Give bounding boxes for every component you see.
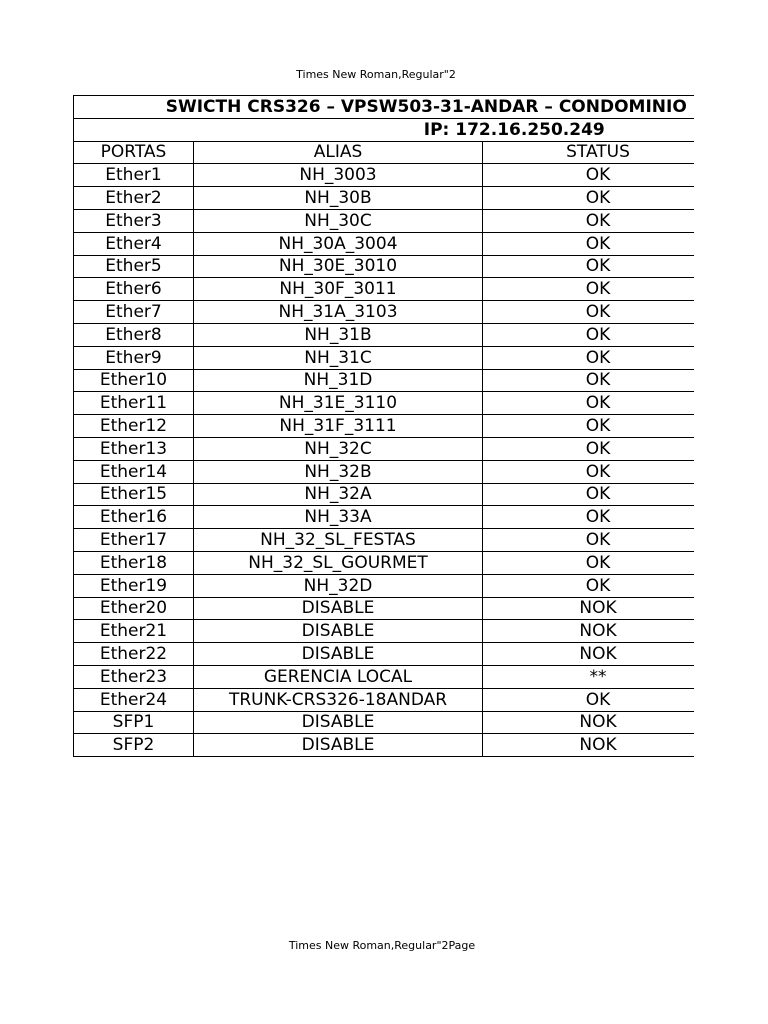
status-cell: OK [483,301,694,324]
alias-cell: NH_31E_3110 [194,392,483,415]
port-cell: Ether20 [74,597,194,620]
page-footer: Times New Roman,Regular"2Page [288,939,476,952]
status-cell: OK [483,529,694,552]
table-row [74,620,694,643]
alias-cell: NH_30F_3011 [194,278,483,301]
table-row [74,551,694,574]
status-cell: NOK [483,711,694,734]
alias-cell: NH_30C [194,209,483,232]
column-header-status: STATUS [483,141,694,164]
table-row [74,734,694,757]
port-cell: Ether8 [74,323,194,346]
port-cell: Ether9 [74,346,194,369]
status-cell: OK [483,209,694,232]
port-cell: Ether11 [74,392,194,415]
table-row [74,301,694,324]
table-row [74,688,694,711]
table-row [74,187,694,210]
status-cell: OK [483,483,694,506]
port-cell: Ether14 [74,460,194,483]
port-cell: Ether6 [74,278,194,301]
alias-cell: DISABLE [194,620,483,643]
alias-cell: NH_31A_3103 [194,301,483,324]
table-row [74,597,694,620]
port-cell: SFP2 [74,734,194,757]
status-cell: NOK [483,620,694,643]
port-cell: Ether19 [74,574,194,597]
alias-cell: NH_31F_3111 [194,415,483,438]
status-cell: OK [483,346,694,369]
table-row [74,255,694,278]
table-row [74,643,694,666]
status-cell: OK [483,460,694,483]
table-row [74,415,694,438]
table-row [74,346,694,369]
port-cell: Ether18 [74,551,194,574]
port-cell: Ether16 [74,506,194,529]
status-cell: NOK [483,597,694,620]
port-cell: Ether5 [74,255,194,278]
alias-cell: DISABLE [194,597,483,620]
status-cell: OK [483,437,694,460]
alias-cell: NH_32_SL_GOURMET [194,551,483,574]
alias-cell: DISABLE [194,711,483,734]
alias-cell: NH_31D [194,369,483,392]
port-cell: Ether1 [74,164,194,187]
table-row [74,278,694,301]
table-row [74,437,694,460]
status-cell: OK [483,415,694,438]
table-row [74,460,694,483]
status-cell: OK [483,255,694,278]
alias-cell: TRUNK-CRS326-18ANDAR [194,688,483,711]
status-cell: OK [483,392,694,415]
port-cell: Ether22 [74,643,194,666]
table-title: SWICTH CRS326 – VPSW503-31-ANDAR – CONDOMINIO [74,96,694,119]
alias-cell: DISABLE [194,734,483,757]
alias-cell: NH_30B [194,187,483,210]
table-row [74,164,694,187]
alias-cell: NH_33A [194,506,483,529]
column-header-row [74,141,694,164]
port-cell: Ether17 [74,529,194,552]
alias-cell: NH_32C [194,437,483,460]
status-cell: OK [483,551,694,574]
table-row [74,392,694,415]
port-cell: Ether13 [74,437,194,460]
alias-cell: DISABLE [194,643,483,666]
table-row [74,232,694,255]
title-row [74,96,694,119]
status-cell: OK [483,574,694,597]
status-cell: NOK [483,643,694,666]
table-row [74,574,694,597]
table-row [74,665,694,688]
port-cell: Ether21 [74,620,194,643]
alias-cell: NH_3003 [194,164,483,187]
status-cell: NOK [483,734,694,757]
port-cell: SFP1 [74,711,194,734]
status-cell: OK [483,278,694,301]
alias-cell: NH_31C [194,346,483,369]
alias-cell: NH_32A [194,483,483,506]
table-row [74,529,694,552]
port-cell: Ether24 [74,688,194,711]
port-cell: Ether3 [74,209,194,232]
ip-address: IP: 172.16.250.249 [74,118,694,141]
alias-cell: NH_32D [194,574,483,597]
table-row [74,369,694,392]
port-cell: Ether12 [74,415,194,438]
table-row [74,711,694,734]
status-cell: OK [483,232,694,255]
port-cell: Ether15 [74,483,194,506]
table-row [74,323,694,346]
alias-cell: NH_30E_3010 [194,255,483,278]
page-header: Times New Roman,Regular"2 [296,68,456,81]
alias-cell: NH_30A_3004 [194,232,483,255]
port-cell: Ether2 [74,187,194,210]
status-cell: OK [483,164,694,187]
port-cell: Ether4 [74,232,194,255]
table-row [74,209,694,232]
port-cell: Ether23 [74,665,194,688]
status-cell: OK [483,323,694,346]
alias-cell: NH_32B [194,460,483,483]
ip-row [74,118,694,141]
status-cell: ** [483,665,694,688]
alias-cell: GERENCIA LOCAL [194,665,483,688]
table-row [74,506,694,529]
column-header-portas: PORTAS [74,141,194,164]
status-cell: OK [483,506,694,529]
ports-table [73,95,694,757]
table-row [74,483,694,506]
status-cell: OK [483,187,694,210]
alias-cell: NH_31B [194,323,483,346]
alias-cell: NH_32_SL_FESTAS [194,529,483,552]
sheet-area [73,95,687,758]
port-cell: Ether7 [74,301,194,324]
column-header-alias: ALIAS [194,141,483,164]
status-cell: OK [483,688,694,711]
port-cell: Ether10 [74,369,194,392]
status-cell: OK [483,369,694,392]
